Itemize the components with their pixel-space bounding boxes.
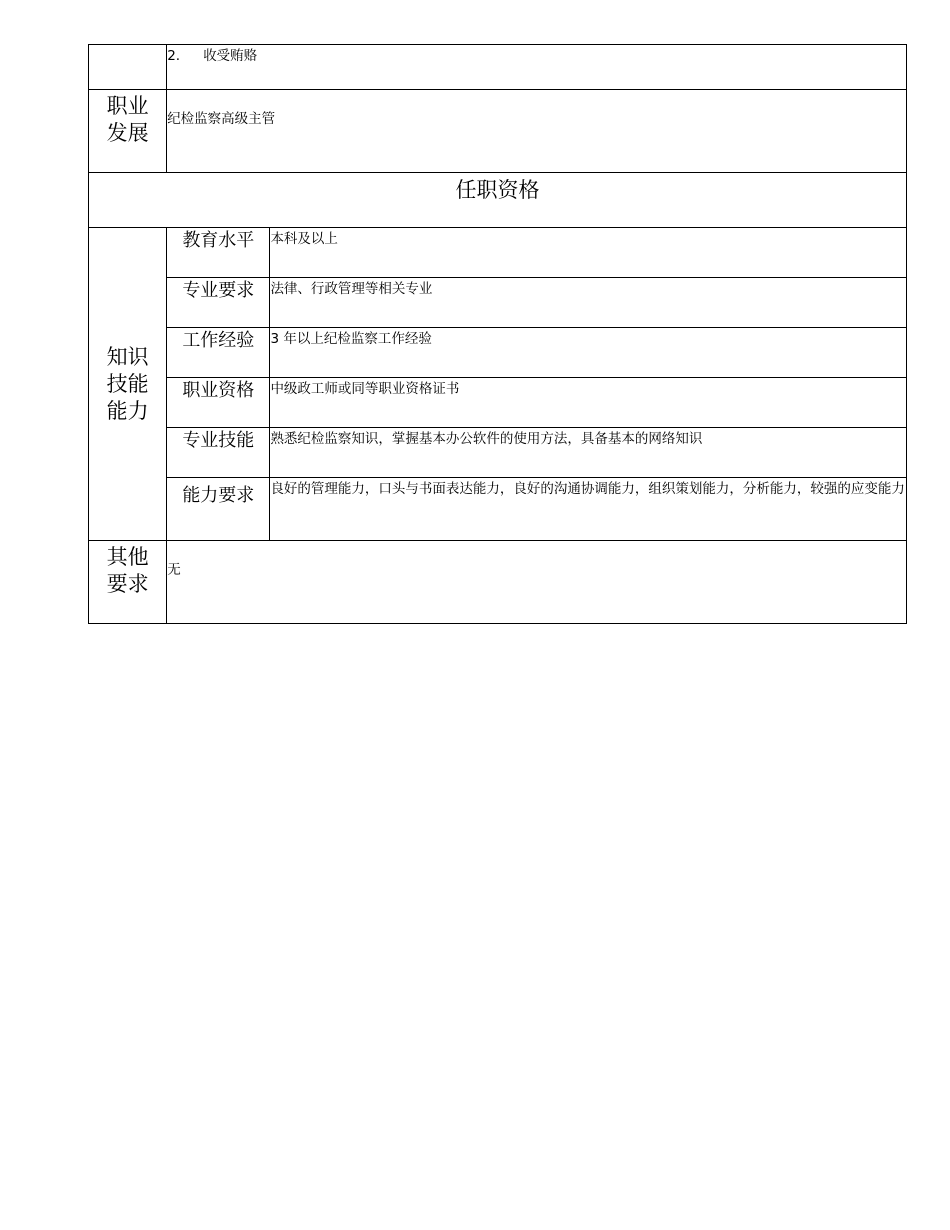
other-value: 无 xyxy=(167,541,907,624)
other-label-line2: 要求 xyxy=(106,572,149,596)
duties-label-cell xyxy=(89,45,167,90)
group-label-line1: 知识 xyxy=(106,344,149,369)
other-label xyxy=(89,541,167,624)
qualifications-title: 任职资格 xyxy=(89,173,907,228)
qual-value: 法律、行政管理等相关专业 xyxy=(270,278,907,328)
qual-value: 熟悉纪检监察知识，掌握基本办公软件的使用方法，具备基本的网络知识 xyxy=(270,428,907,478)
other-label-line1: 其他 xyxy=(106,545,149,569)
qual-row xyxy=(89,478,907,541)
qual-label: 工作经验 xyxy=(167,328,270,378)
qual-row xyxy=(89,428,907,478)
qual-value: 良好的管理能力，口头与书面表达能力，良好的沟通协调能力，组织策划能力，分析能力，较强的应变能力 xyxy=(270,478,907,541)
qual-row xyxy=(89,228,907,278)
qual-label: 教育水平 xyxy=(167,228,270,278)
duty-item-text: 收受贿赂 xyxy=(203,48,258,64)
qual-label: 能力要求 xyxy=(167,478,270,541)
qual-value: 3 年以上纪检监察工作经验 xyxy=(270,328,907,378)
qual-label: 专业技能 xyxy=(167,428,270,478)
duties-value-cell xyxy=(167,45,907,90)
qual-value: 本科及以上 xyxy=(270,228,907,278)
duty-item-number: 2. xyxy=(167,48,181,64)
career-label-line2: 发展 xyxy=(106,121,149,145)
qual-label: 职业资格 xyxy=(167,378,270,428)
job-description-table xyxy=(88,44,907,624)
qual-value: 中级政工师或同等职业资格证书 xyxy=(270,378,907,428)
career-row xyxy=(89,90,907,173)
qual-label: 专业要求 xyxy=(167,278,270,328)
qual-row xyxy=(89,278,907,328)
qual-row xyxy=(89,328,907,378)
qual-row xyxy=(89,378,907,428)
career-value: 纪检监察高级主管 xyxy=(167,90,907,173)
duties-row xyxy=(89,45,907,90)
career-label xyxy=(89,90,167,173)
career-label-line1: 职业 xyxy=(106,94,149,118)
group-label-line3: 能力 xyxy=(106,398,149,423)
other-row xyxy=(89,541,907,624)
group-label-line2: 技能 xyxy=(106,371,149,396)
qualifications-group-label xyxy=(89,228,167,541)
qualifications-title-row xyxy=(89,173,907,228)
